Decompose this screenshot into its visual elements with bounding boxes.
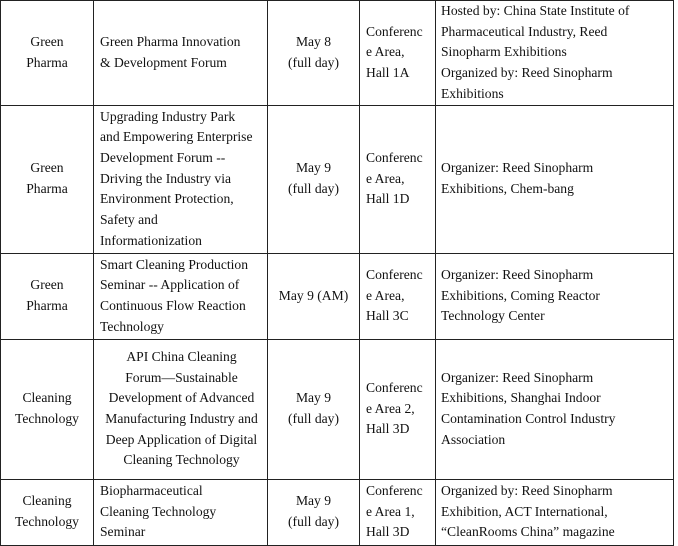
event-line: Biopharmaceutical [100, 482, 203, 498]
category-cell [1, 339, 94, 479]
category-line: Pharma [26, 298, 68, 314]
organizer-line: Exhibitions [441, 85, 504, 101]
category-line: Technology [15, 411, 79, 427]
date-cell [268, 339, 360, 479]
event-cell [94, 253, 268, 339]
event-line: and Empowering Enterprise [100, 129, 253, 145]
table-row [1, 1, 674, 106]
organizer-line: Contamination Control Industry [441, 411, 616, 427]
organizer-cell [436, 253, 674, 339]
venue-cell [360, 339, 436, 479]
category-line: Cleaning [22, 493, 72, 509]
date-line: (full day) [288, 411, 339, 427]
venue-line: Hall 3D [366, 421, 410, 437]
organizer-line: Exhibition, ACT International, [441, 503, 608, 519]
organizer-line: Sinopharm Exhibitions [441, 44, 567, 60]
event-line: Smart Cleaning Production [100, 256, 249, 272]
organizer-line: Organizer: Reed Sinopharm [441, 369, 594, 385]
category-cell [1, 105, 94, 253]
organizer-cell [436, 479, 674, 545]
venue-line: Conferenc [366, 23, 423, 39]
venue-cell [360, 105, 436, 253]
date-line: (full day) [288, 54, 339, 70]
event-line: & Development Forum [100, 54, 227, 70]
event-cell [94, 339, 268, 479]
organizer-line: Organized by: Reed Sinopharm [441, 482, 613, 498]
event-line: Development Forum -- [100, 149, 226, 165]
venue-line: Hall 3C [366, 308, 409, 324]
venue-line: Conferenc [366, 266, 423, 282]
category-line: Green [30, 34, 64, 50]
event-line: Driving the Industry via [100, 170, 232, 186]
venue-cell [360, 253, 436, 339]
date-cell [268, 253, 360, 339]
event-cell [94, 479, 268, 545]
category-line: Cleaning [22, 390, 72, 406]
event-line: Forum—Sustainable [125, 369, 238, 385]
date-line: May 9 (AM) [278, 287, 349, 303]
event-line: Technology [100, 318, 164, 334]
event-line: Informationization [100, 232, 202, 248]
date-line: May 9 [295, 493, 332, 509]
table-row [1, 253, 674, 339]
table-row [1, 105, 674, 253]
organizer-line: “CleanRooms China” magazine [441, 524, 615, 540]
category-cell [1, 1, 94, 106]
event-line: Upgrading Industry Park [100, 108, 236, 124]
category-cell [1, 479, 94, 545]
table-row [1, 479, 674, 545]
category-line: Green [30, 160, 64, 176]
venue-line: Conferenc [366, 482, 423, 498]
category-cell [1, 253, 94, 339]
event-line: Deep Application of Digital [105, 431, 258, 447]
venue-line: Conferenc [366, 149, 423, 165]
venue-line: Hall 1A [366, 65, 410, 81]
date-cell [268, 479, 360, 545]
organizer-line: Organized by: Reed Sinopharm [441, 65, 613, 81]
date-cell [268, 105, 360, 253]
category-line: Green [30, 277, 64, 293]
venue-line: e Area 1, [366, 503, 415, 519]
organizer-line: Exhibitions, Coming Reactor [441, 287, 600, 303]
organizer-cell [436, 339, 674, 479]
event-line: Development of Advanced [108, 390, 255, 406]
category-line: Pharma [26, 54, 68, 70]
venue-line: e Area, [366, 44, 405, 60]
organizer-line: Exhibitions, Shanghai Indoor [441, 390, 601, 406]
date-line: May 9 [295, 160, 332, 176]
event-line: Seminar [100, 524, 146, 540]
event-cell [94, 105, 268, 253]
organizer-line: Pharmaceutical Industry, Reed [441, 23, 608, 39]
venue-line: Hall 3D [366, 524, 410, 540]
category-line: Technology [15, 514, 79, 530]
category-line: Pharma [26, 181, 68, 197]
date-line: May 9 [295, 390, 332, 406]
venue-cell [360, 479, 436, 545]
date-line: May 8 [295, 34, 332, 50]
event-line: Cleaning Technology [100, 503, 217, 519]
organizer-line: Organizer: Reed Sinopharm [441, 266, 594, 282]
event-line: Environment Protection, [100, 191, 234, 207]
table-row [1, 339, 674, 479]
venue-line: e Area, [366, 170, 405, 186]
event-line: API China Cleaning [126, 348, 237, 364]
venue-line: e Area, [366, 287, 405, 303]
organizer-cell [436, 1, 674, 106]
venue-line: Hall 1D [366, 191, 410, 207]
venue-cell [360, 1, 436, 106]
date-line: (full day) [288, 514, 339, 530]
event-line: Seminar -- Application of [100, 277, 240, 293]
venue-line: e Area 2, [366, 400, 415, 416]
event-line: Cleaning Technology [123, 452, 240, 468]
event-line: Continuous Flow Reaction [100, 298, 246, 314]
date-line: (full day) [288, 181, 339, 197]
organizer-line: Technology Center [441, 308, 545, 324]
event-line: Manufacturing Industry and [105, 411, 258, 427]
organizer-line: Exhibitions, Chem-bang [441, 181, 574, 197]
organizer-line: Hosted by: China State Institute of [441, 3, 630, 18]
event-line: Safety and [100, 212, 158, 228]
organizer-line: Association [441, 431, 506, 447]
event-line: Green Pharma Innovation [100, 34, 241, 50]
organizer-line: Organizer: Reed Sinopharm [441, 160, 594, 176]
event-cell [94, 1, 268, 106]
organizer-cell [436, 105, 674, 253]
venue-line: Conferenc [366, 379, 423, 395]
date-cell [268, 1, 360, 106]
